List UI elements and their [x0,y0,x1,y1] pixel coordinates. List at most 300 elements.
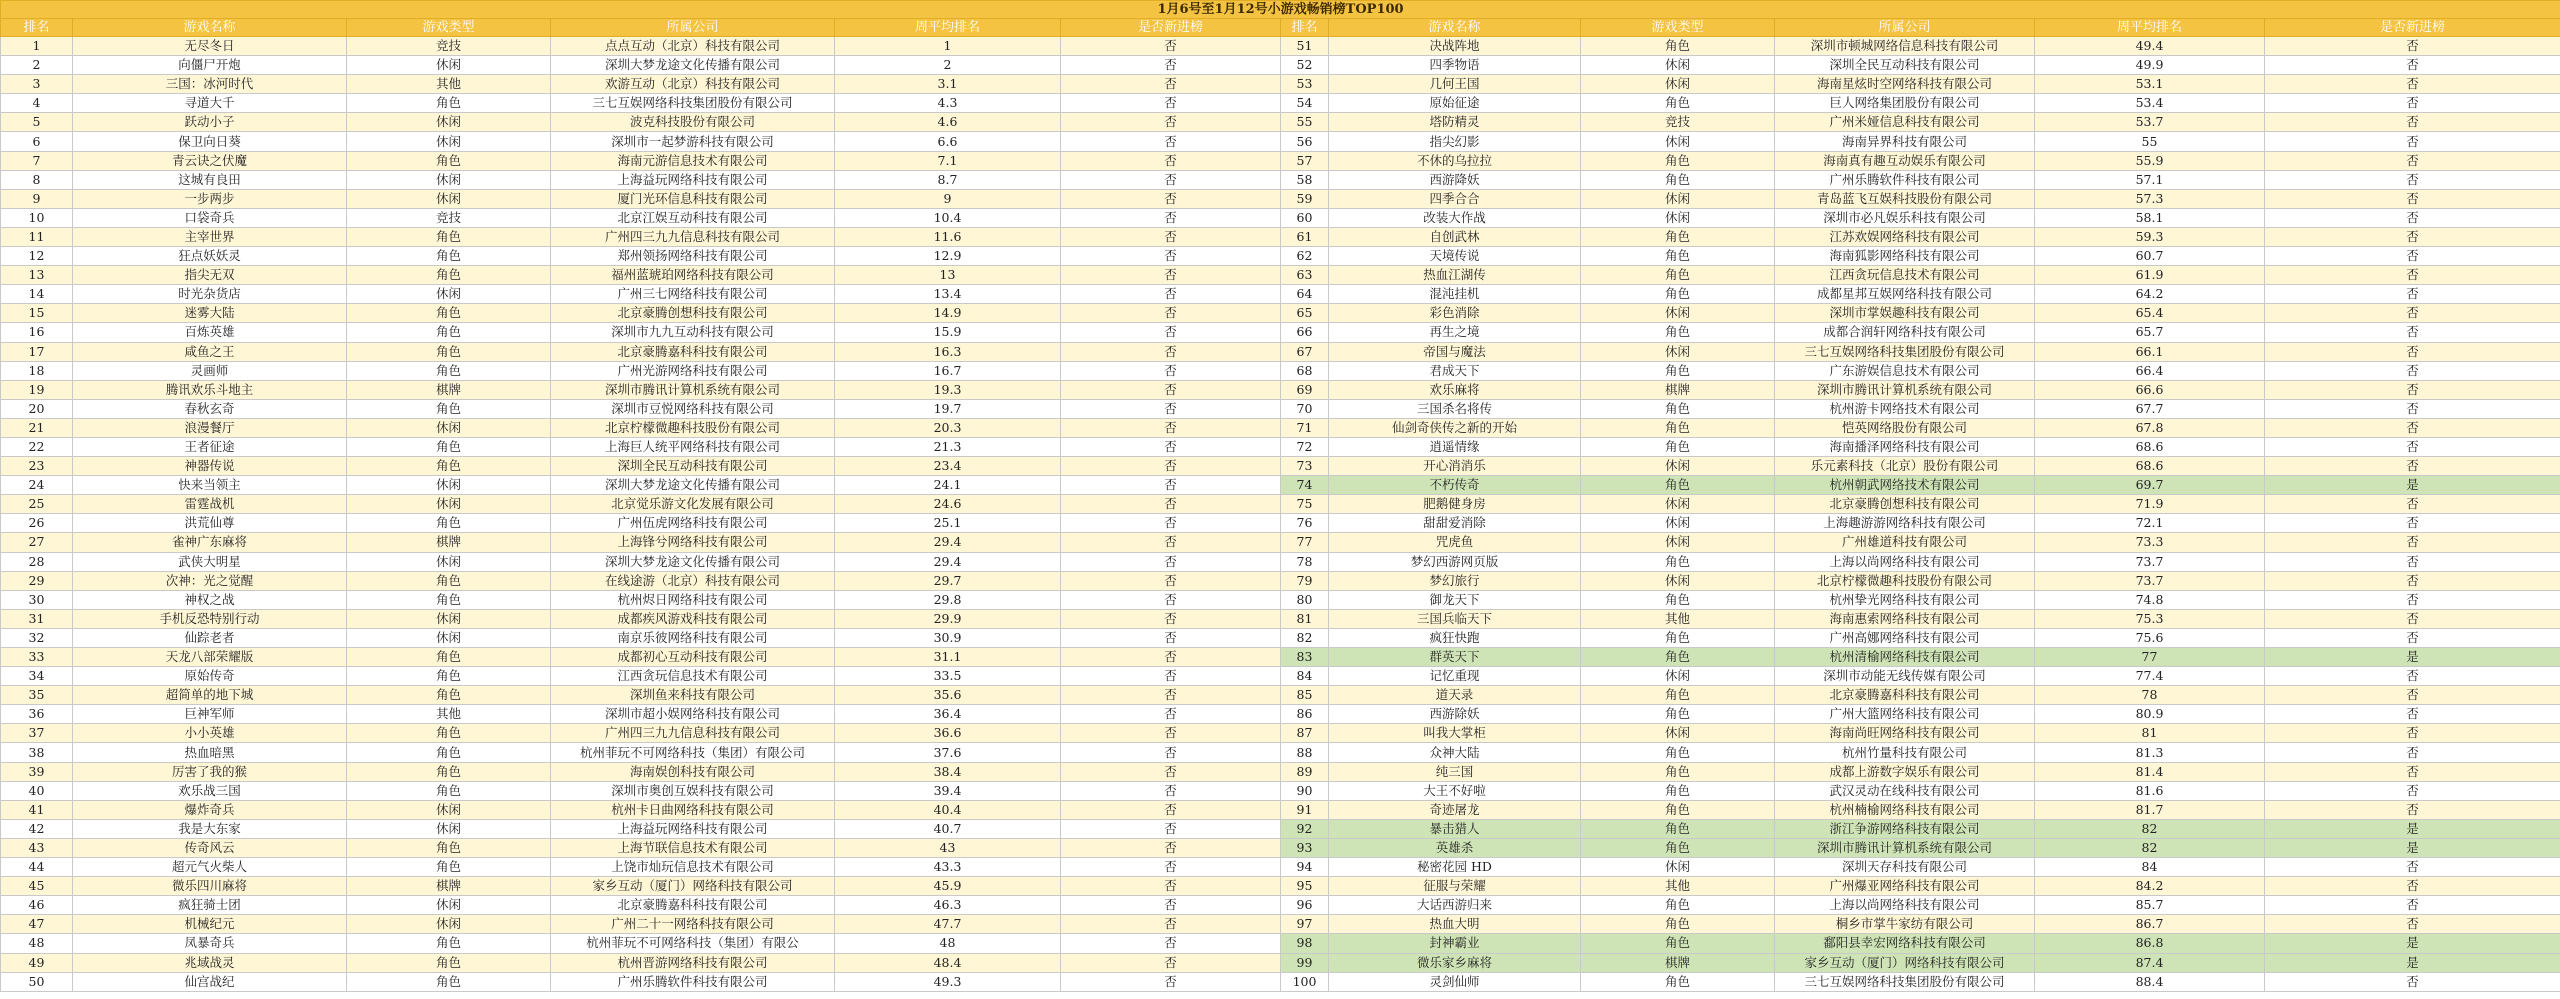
game-type-cell: 角色 [1581,934,1775,953]
new-entry-cell: 否 [1061,380,1281,399]
avg-rank-cell: 23.4 [835,457,1061,476]
game-name-cell: 疯狂快跑 [1329,628,1581,647]
avg-rank-cell: 29.9 [835,609,1061,628]
avg-rank-cell: 19.7 [835,399,1061,418]
game-type-cell: 角色 [347,762,551,781]
header-avg-rank: 周平均排名 [2035,19,2265,37]
avg-rank-cell: 65.7 [2035,323,2265,342]
avg-rank-cell: 60.7 [2035,247,2265,266]
game-name-cell: 奇迹屠龙 [1329,800,1581,819]
table-row [1,208,2560,227]
avg-rank-cell: 37.6 [835,743,1061,762]
avg-rank-cell: 9 [835,189,1061,208]
table-row [1,819,2560,838]
game-name-cell: 机械纪元 [73,915,347,934]
game-name-cell: 天境传说 [1329,247,1581,266]
company-cell: 欢游互动（北京）科技有限公司 [551,75,835,94]
game-type-cell: 休闲 [1581,304,1775,323]
new-entry-cell: 否 [2265,113,2560,132]
company-cell: 海南元游信息技术有限公司 [551,151,835,170]
game-name-cell: 记忆重现 [1329,667,1581,686]
game-name-cell: 神器传说 [73,457,347,476]
rank-cell: 86 [1281,705,1329,724]
rank-cell: 40 [1,781,73,800]
game-type-cell: 角色 [347,457,551,476]
game-type-cell: 角色 [347,323,551,342]
avg-rank-cell: 21.3 [835,437,1061,456]
game-name-cell: 暴击猎人 [1329,819,1581,838]
game-name-cell: 纯三国 [1329,762,1581,781]
rank-cell: 97 [1281,915,1329,934]
table-row [1,533,2560,552]
game-type-cell: 休闲 [1581,56,1775,75]
game-type-cell: 角色 [1581,227,1775,246]
company-cell: 深圳市腾讯计算机系统有限公司 [1775,838,2035,857]
game-type-cell: 休闲 [347,628,551,647]
avg-rank-cell: 38.4 [835,762,1061,781]
table-row [1,552,2560,571]
company-cell: 郑州领扬网络科技有限公司 [551,247,835,266]
company-cell: 福州蓝琥珀网络科技有限公司 [551,266,835,285]
game-name-cell: 甜甜爱消除 [1329,514,1581,533]
game-name-cell: 群英天下 [1329,648,1581,667]
game-type-cell: 角色 [347,304,551,323]
game-type-cell: 角色 [1581,323,1775,342]
avg-rank-cell: 75.3 [2035,609,2265,628]
game-name-cell: 再生之境 [1329,323,1581,342]
game-type-cell: 休闲 [1581,533,1775,552]
game-name-cell: 仙踪老者 [73,628,347,647]
avg-rank-cell: 81.4 [2035,762,2265,781]
table-row [1,170,2560,189]
rank-cell: 10 [1,208,73,227]
company-cell: 深圳全民互动科技有限公司 [1775,56,2035,75]
new-entry-cell: 否 [1061,838,1281,857]
rank-cell: 92 [1281,819,1329,838]
company-cell: 南京乐彼网络科技有限公司 [551,628,835,647]
company-cell: 桐乡市掌牛家纺有限公司 [1775,915,2035,934]
new-entry-cell: 否 [2265,686,2560,705]
game-name-cell: 热血大明 [1329,915,1581,934]
new-entry-cell: 否 [2265,667,2560,686]
table-row [1,781,2560,800]
company-cell: 鄱阳县幸宏网络科技有限公司 [1775,934,2035,953]
rank-cell: 66 [1281,323,1329,342]
new-entry-cell: 否 [2265,132,2560,151]
company-cell: 深圳市腾讯计算机系统有限公司 [551,380,835,399]
new-entry-cell: 否 [1061,953,1281,972]
avg-rank-cell: 82 [2035,819,2265,838]
game-name-cell: 这城有良田 [73,170,347,189]
rank-cell: 75 [1281,495,1329,514]
table-row [1,56,2560,75]
rank-cell: 81 [1281,609,1329,628]
game-type-cell: 其他 [1581,609,1775,628]
game-name-cell: 口袋奇兵 [73,208,347,227]
game-name-cell: 众神大陆 [1329,743,1581,762]
avg-rank-cell: 2 [835,56,1061,75]
rank-cell: 15 [1,304,73,323]
sheet-title: 1月6号至1月12号小游戏畅销榜TOP100 [1,1,2560,19]
game-name-cell: 腾讯欢乐斗地主 [73,380,347,399]
rank-cell: 1 [1,37,73,56]
new-entry-cell: 否 [1061,686,1281,705]
avg-rank-cell: 57.3 [2035,189,2265,208]
rank-cell: 100 [1281,972,1329,991]
game-type-cell: 棋牌 [347,877,551,896]
new-entry-cell: 否 [2265,858,2560,877]
rank-cell: 32 [1,628,73,647]
company-cell: 成都合润轩网络科技有限公司 [1775,323,2035,342]
game-name-cell: 迷雾大陆 [73,304,347,323]
game-name-cell: 武侠大明星 [73,552,347,571]
game-name-cell: 向僵尸开炮 [73,56,347,75]
new-entry-cell: 否 [2265,743,2560,762]
game-name-cell: 彩色消除 [1329,304,1581,323]
table-row [1,495,2560,514]
company-cell: 杭州挚光网络科技有限公司 [1775,590,2035,609]
company-cell: 北京豪腾创想科技有限公司 [1775,495,2035,514]
game-type-cell: 角色 [347,934,551,953]
company-cell: 深圳市超小娱网络科技有限公司 [551,705,835,724]
game-type-cell: 休闲 [347,285,551,304]
new-entry-cell: 否 [1061,113,1281,132]
new-entry-cell: 否 [1061,342,1281,361]
new-entry-cell: 否 [1061,457,1281,476]
rank-cell: 28 [1,552,73,571]
avg-rank-cell: 40.4 [835,800,1061,819]
table-row [1,628,2560,647]
table-row [1,247,2560,266]
table-row [1,285,2560,304]
avg-rank-cell: 48 [835,934,1061,953]
avg-rank-cell: 78 [2035,686,2265,705]
avg-rank-cell: 43.3 [835,858,1061,877]
rank-cell: 4 [1,94,73,113]
game-type-cell: 休闲 [1581,667,1775,686]
table-row [1,724,2560,743]
table-row [1,227,2560,246]
company-cell: 家乡互动（厦门）网络科技有限公司 [551,877,835,896]
company-cell: 上海趣游游网络科技有限公司 [1775,514,2035,533]
game-name-cell: 青云诀之伏魔 [73,151,347,170]
rank-cell: 31 [1,609,73,628]
new-entry-cell: 是 [2265,838,2560,857]
new-entry-cell: 否 [1061,189,1281,208]
rank-cell: 62 [1281,247,1329,266]
rank-cell: 42 [1,819,73,838]
avg-rank-cell: 20.3 [835,418,1061,437]
avg-rank-cell: 77 [2035,648,2265,667]
rank-cell: 99 [1281,953,1329,972]
avg-rank-cell: 85.7 [2035,896,2265,915]
game-name-cell: 小小英雄 [73,724,347,743]
rank-cell: 74 [1281,476,1329,495]
game-type-cell: 角色 [347,571,551,590]
table-row [1,800,2560,819]
avg-rank-cell: 49.9 [2035,56,2265,75]
game-type-cell: 休闲 [1581,132,1775,151]
avg-rank-cell: 73.7 [2035,552,2265,571]
company-cell: 深圳市动能无线传媒有限公司 [1775,667,2035,686]
table-row [1,151,2560,170]
avg-rank-cell: 19.3 [835,380,1061,399]
game-type-cell: 角色 [347,972,551,991]
avg-rank-cell: 15.9 [835,323,1061,342]
company-cell: 青岛蓝飞互娱科技股份有限公司 [1775,189,2035,208]
avg-rank-cell: 53.4 [2035,94,2265,113]
new-entry-cell: 是 [2265,819,2560,838]
rank-cell: 54 [1281,94,1329,113]
game-name-cell: 爆炸奇兵 [73,800,347,819]
company-cell: 恺英网络股份有限公司 [1775,418,2035,437]
game-name-cell: 三国杀名将传 [1329,399,1581,418]
header-game-type: 游戏类型 [347,19,551,37]
rank-cell: 52 [1281,56,1329,75]
header-new-entry: 是否新进榜 [1061,19,1281,37]
new-entry-cell: 否 [2265,495,2560,514]
game-type-cell: 角色 [1581,361,1775,380]
avg-rank-cell: 30.9 [835,628,1061,647]
rank-cell: 67 [1281,342,1329,361]
new-entry-cell: 是 [2265,934,2560,953]
game-name-cell: 春秋玄奇 [73,399,347,418]
new-entry-cell: 否 [1061,37,1281,56]
game-type-cell: 角色 [1581,972,1775,991]
game-type-cell: 角色 [347,151,551,170]
rank-cell: 65 [1281,304,1329,323]
avg-rank-cell: 86.7 [2035,915,2265,934]
company-cell: 江西贪玩信息技术有限公司 [1775,266,2035,285]
new-entry-cell: 否 [2265,896,2560,915]
game-name-cell: 咸鱼之王 [73,342,347,361]
game-type-cell: 休闲 [1581,571,1775,590]
company-cell: 深圳市腾讯计算机系统有限公司 [1775,380,2035,399]
new-entry-cell: 否 [1061,781,1281,800]
avg-rank-cell: 16.7 [835,361,1061,380]
table-row [1,514,2560,533]
rank-cell: 89 [1281,762,1329,781]
company-cell: 广州乐腾软件科技有限公司 [1775,170,2035,189]
company-cell: 深圳市一起梦游科技有限公司 [551,132,835,151]
game-name-cell: 决战阵地 [1329,37,1581,56]
company-cell: 上海巨人统平网络科技有限公司 [551,437,835,456]
rank-cell: 45 [1,877,73,896]
game-name-cell: 道天录 [1329,686,1581,705]
new-entry-cell: 否 [1061,361,1281,380]
game-name-cell: 兆域战灵 [73,953,347,972]
table-row [1,323,2560,342]
avg-rank-cell: 14.9 [835,304,1061,323]
game-type-cell: 角色 [1581,705,1775,724]
game-name-cell: 王者征途 [73,437,347,456]
new-entry-cell: 否 [2265,514,2560,533]
game-type-cell: 角色 [1581,743,1775,762]
game-name-cell: 四季物语 [1329,56,1581,75]
table-body [1,37,2560,992]
rank-cell: 95 [1281,877,1329,896]
game-name-cell: 叫我大掌柜 [1329,724,1581,743]
game-name-cell: 几何王国 [1329,75,1581,94]
avg-rank-cell: 67.8 [2035,418,2265,437]
rank-cell: 94 [1281,858,1329,877]
game-name-cell: 混沌挂机 [1329,285,1581,304]
rank-cell: 82 [1281,628,1329,647]
header-game-name: 游戏名称 [73,19,347,37]
rank-cell: 37 [1,724,73,743]
avg-rank-cell: 66.1 [2035,342,2265,361]
game-type-cell: 角色 [1581,590,1775,609]
new-entry-cell: 否 [2265,705,2560,724]
company-cell: 在线途游（北京）科技有限公司 [551,571,835,590]
table-row [1,953,2560,972]
game-type-cell: 竞技 [347,208,551,227]
company-cell: 深圳全民互动科技有限公司 [551,457,835,476]
new-entry-cell: 否 [1061,476,1281,495]
new-entry-cell: 否 [1061,648,1281,667]
game-name-cell: 指尖幻影 [1329,132,1581,151]
avg-rank-cell: 24.6 [835,495,1061,514]
rank-cell: 39 [1,762,73,781]
company-cell: 广州爆亚网络科技有限公司 [1775,877,2035,896]
new-entry-cell: 否 [1061,934,1281,953]
company-cell: 巨人网络集团股份有限公司 [1775,94,2035,113]
avg-rank-cell: 10.4 [835,208,1061,227]
company-cell: 点点互动（北京）科技有限公司 [551,37,835,56]
company-cell: 江苏欢娱网络科技有限公司 [1775,227,2035,246]
rank-cell: 23 [1,457,73,476]
game-type-cell: 角色 [1581,838,1775,857]
avg-rank-cell: 65.4 [2035,304,2265,323]
avg-rank-cell: 81.6 [2035,781,2265,800]
avg-rank-cell: 8.7 [835,170,1061,189]
game-type-cell: 角色 [347,94,551,113]
game-name-cell: 天龙八部荣耀版 [73,648,347,667]
company-cell: 北京豪腾嘉科科技有限公司 [1775,686,2035,705]
header-rank: 排名 [1281,19,1329,37]
header-avg-rank: 周平均排名 [835,19,1061,37]
avg-rank-cell: 36.6 [835,724,1061,743]
rank-cell: 98 [1281,934,1329,953]
rank-cell: 2 [1,56,73,75]
new-entry-cell: 否 [1061,571,1281,590]
new-entry-cell: 否 [2265,571,2560,590]
rank-cell: 83 [1281,648,1329,667]
table-row [1,571,2560,590]
company-cell: 深圳鱼来科技有限公司 [551,686,835,705]
table-row [1,476,2560,495]
company-cell: 海南狐影网络科技有限公司 [1775,247,2035,266]
avg-rank-cell: 46.3 [835,896,1061,915]
company-cell: 北京江娱互动科技有限公司 [551,208,835,227]
new-entry-cell: 否 [1061,132,1281,151]
avg-rank-cell: 58.1 [2035,208,2265,227]
rank-cell: 19 [1,380,73,399]
new-entry-cell: 否 [2265,170,2560,189]
rank-cell: 68 [1281,361,1329,380]
game-type-cell: 休闲 [347,800,551,819]
rank-cell: 64 [1281,285,1329,304]
game-name-cell: 梦幻旅行 [1329,571,1581,590]
avg-rank-cell: 55 [2035,132,2265,151]
company-cell: 杭州菲玩不可网络科技（集团）有限公 [551,934,835,953]
game-type-cell: 角色 [347,953,551,972]
game-type-cell: 角色 [1581,686,1775,705]
game-type-cell: 休闲 [347,552,551,571]
new-entry-cell: 否 [2265,457,2560,476]
game-name-cell: 英雄杀 [1329,838,1581,857]
rank-cell: 8 [1,170,73,189]
table-row [1,380,2560,399]
avg-rank-cell: 88.4 [2035,972,2265,991]
new-entry-cell: 否 [1061,915,1281,934]
avg-rank-cell: 81.3 [2035,743,2265,762]
company-cell: 海南娱创科技有限公司 [551,762,835,781]
rank-cell: 61 [1281,227,1329,246]
game-name-cell: 凤暴奇兵 [73,934,347,953]
game-type-cell: 休闲 [347,56,551,75]
game-name-cell: 塔防精灵 [1329,113,1581,132]
game-name-cell: 一步两步 [73,189,347,208]
table-row [1,667,2560,686]
avg-rank-cell: 48.4 [835,953,1061,972]
avg-rank-cell: 68.6 [2035,457,2265,476]
game-type-cell: 角色 [1581,648,1775,667]
new-entry-cell: 否 [2265,75,2560,94]
company-cell: 成都星邦互娱网络科技有限公司 [1775,285,2035,304]
game-name-cell: 三国兵临天下 [1329,609,1581,628]
rank-cell: 79 [1281,571,1329,590]
new-entry-cell: 否 [1061,877,1281,896]
avg-rank-cell: 36.4 [835,705,1061,724]
game-type-cell: 角色 [1581,437,1775,456]
game-name-cell: 次神：光之觉醒 [73,571,347,590]
game-type-cell: 角色 [1581,170,1775,189]
game-name-cell: 自创武林 [1329,227,1581,246]
company-cell: 三七互娱网络科技集团股份有限公司 [1775,342,2035,361]
rank-cell: 26 [1,514,73,533]
game-type-cell: 棋牌 [1581,380,1775,399]
new-entry-cell: 否 [1061,418,1281,437]
company-cell: 广州高娜网络科技有限公司 [1775,628,2035,647]
rank-cell: 22 [1,437,73,456]
avg-rank-cell: 29.4 [835,552,1061,571]
company-cell: 广东游娱信息技术有限公司 [1775,361,2035,380]
rank-cell: 41 [1,800,73,819]
new-entry-cell: 否 [1061,609,1281,628]
game-type-cell: 角色 [1581,762,1775,781]
rank-cell: 6 [1,132,73,151]
header-company: 所属公司 [1775,19,2035,37]
game-type-cell: 角色 [1581,37,1775,56]
rank-cell: 21 [1,418,73,437]
company-cell: 杭州游卡网络技术有限公司 [1775,399,2035,418]
avg-rank-cell: 69.7 [2035,476,2265,495]
game-type-cell: 休闲 [347,170,551,189]
game-type-cell: 休闲 [347,189,551,208]
avg-rank-cell: 61.9 [2035,266,2265,285]
game-name-cell: 超元气火柴人 [73,858,347,877]
new-entry-cell: 否 [2265,361,2560,380]
new-entry-cell: 否 [2265,762,2560,781]
company-cell: 江西贪玩信息技术有限公司 [551,667,835,686]
company-cell: 海南尚旺网络科技有限公司 [1775,724,2035,743]
new-entry-cell: 否 [1061,762,1281,781]
table-row [1,743,2560,762]
avg-rank-cell: 82 [2035,838,2265,857]
new-entry-cell: 否 [2265,304,2560,323]
game-name-cell: 保卫向日葵 [73,132,347,151]
